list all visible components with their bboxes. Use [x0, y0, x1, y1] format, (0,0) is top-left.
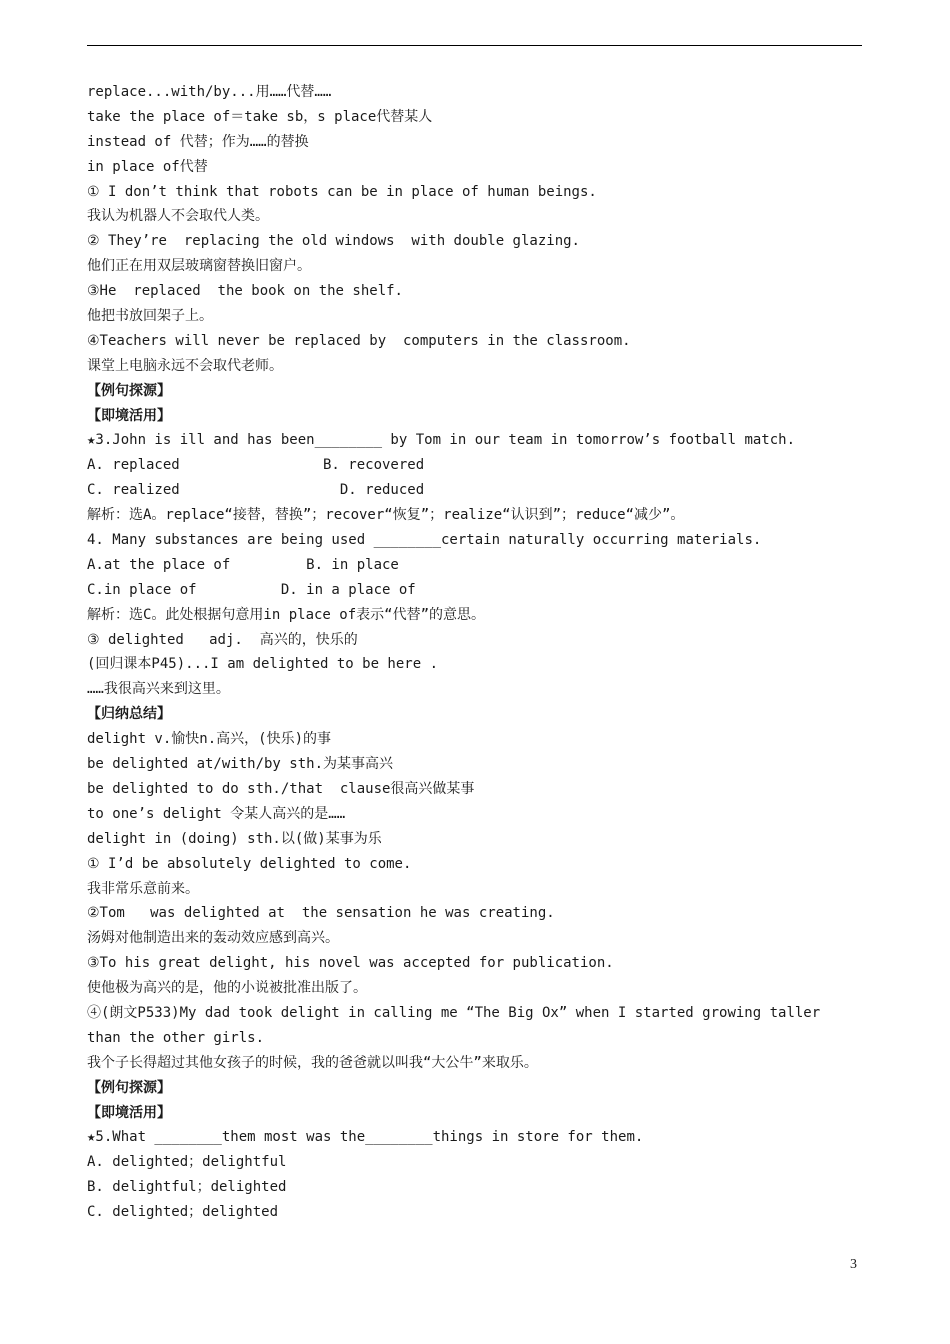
text-line: 使他极为高兴的是，他的小说被批准出版了。 [87, 980, 367, 997]
option-line: C. realized D. reduced [87, 482, 425, 499]
section-heading: 【例句探源】 [87, 1079, 171, 1096]
explanation-line: 解析：选C。此处根据句意用in place of表示“代替”的意思。 [87, 606, 486, 623]
option-line: C.in place of D. in a place of [87, 581, 416, 598]
text-line: ① I don’t think that robots can be in place of human beings. [87, 183, 597, 200]
text-line: 我个子长得超过其他女孩子的时候，我的爸爸就以叫我“大公牛”来取乐。 [87, 1054, 538, 1071]
text-line: take the place of＝take sb，s place代替某人 [87, 108, 433, 125]
text-line: in place of代替 [87, 158, 208, 175]
text-line: delight v.愉快n.高兴，(快乐)的事 [87, 731, 332, 748]
text-line: than the other girls. [87, 1029, 265, 1046]
document-body [87, 80, 862, 1225]
option-line: C. delighted；delighted [87, 1204, 279, 1221]
text-line: delight in (doing) sth.以(做)某事为乐 [87, 830, 382, 847]
header-rule [87, 45, 862, 46]
text-line: ④Teachers will never be replaced by computers in the classroom. [87, 332, 631, 349]
text-line: 课堂上电脑永远不会取代老师。 [87, 357, 283, 374]
text-line: 我非常乐意前来。 [87, 880, 199, 897]
section-heading: 【即境活用】 [87, 407, 171, 424]
option-line: A.at the place of B. in place [87, 556, 399, 573]
text-line: ③To his great delight, his novel was accepted for publication. [87, 955, 614, 972]
text-line: 汤姆对他制造出来的轰动效应感到高兴。 [87, 930, 339, 947]
question-line: ★5.What ________them most was the________things in store for them. [87, 1129, 644, 1146]
text-line: ③He replaced the book on the shelf. [87, 283, 403, 300]
text-line: 我认为机器人不会取代人类。 [87, 208, 269, 225]
text-line: ② They’re replacing the old windows with double glazing. [87, 233, 580, 250]
text-line: instead of 代替；作为……的替换 [87, 133, 309, 150]
explanation-line: 解析：选A。replace“接替，替换”；recover“恢复”；realize“认识到”；reduce“减少”。 [87, 507, 685, 524]
text-line: (回归课本P45)...I am delighted to be here . [87, 656, 439, 673]
option-line: B. delightful；delighted [87, 1179, 287, 1196]
section-heading: 【例句探源】 [87, 382, 171, 399]
text-line: 他们正在用双层玻璃窗替换旧窗户。 [87, 258, 311, 275]
question-line: 4. Many substances are being used ________certain naturally occurring materials. [87, 532, 762, 549]
text-line: be delighted at/with/by sth.为某事高兴 [87, 756, 394, 773]
text-line: ① I’d be absolutely delighted to come. [87, 855, 412, 872]
text-line: replace...with/by...用……代替…… [87, 84, 332, 100]
text-line: ④(朗文P533)My dad took delight in calling me “The Big Ox” when I started growing taller [87, 1004, 821, 1021]
page-number: 3 [850, 1257, 857, 1272]
section-heading: 【即境活用】 [87, 1104, 171, 1121]
option-line: A. delighted；delightful [87, 1154, 287, 1171]
text-line: 他把书放回架子上。 [87, 308, 213, 325]
text-line: ……我很高兴来到这里。 [87, 681, 230, 698]
text-line: ③ delighted adj. 高兴的，快乐的 [87, 631, 358, 648]
text-line: to one’s delight 令某人高兴的是…… [87, 805, 346, 822]
option-line: A. replaced B. recovered [87, 457, 425, 474]
text-line: ②Tom was delighted at the sensation he was creating. [87, 905, 555, 922]
section-heading: 【归纳总结】 [87, 706, 171, 723]
question-line: ★3.John is ill and has been________ by Tom in our team in tomorrow’s football match. [87, 432, 796, 449]
text-line: be delighted to do sth./that clause很高兴做某事 [87, 780, 475, 797]
